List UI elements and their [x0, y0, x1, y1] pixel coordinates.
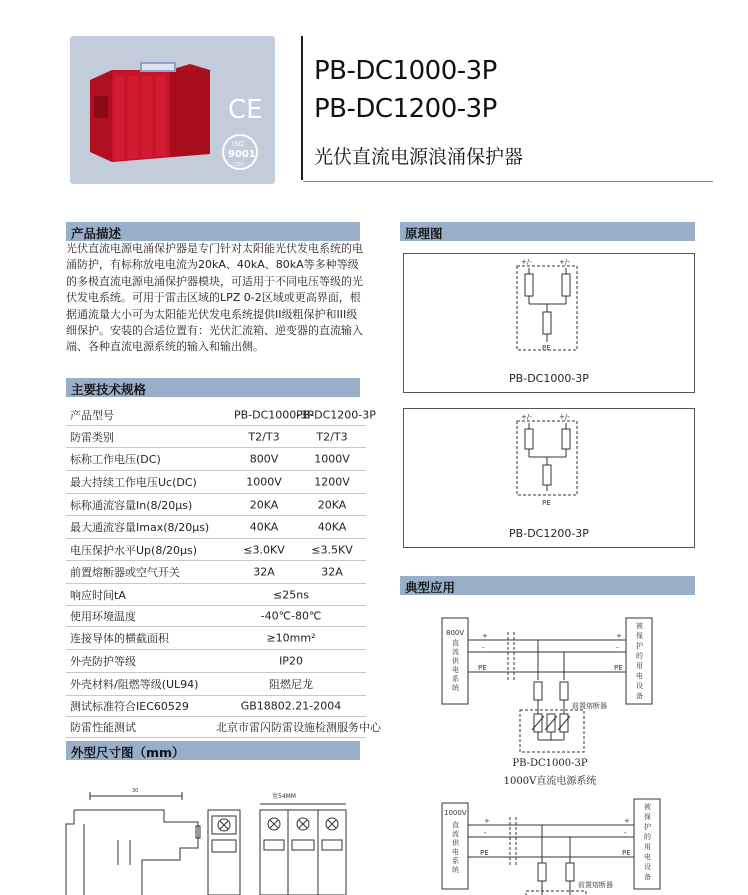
- spec-value-model-2: 20KA: [317, 498, 347, 511]
- spec-value-model-2: T2/T3: [316, 430, 348, 443]
- app1-source-voltage: 800V: [446, 629, 465, 637]
- spec-value-model-2: 1000V: [314, 452, 350, 466]
- app2-load-char: 设: [644, 863, 651, 871]
- product-photo: [70, 36, 275, 184]
- spec-name: 防雷类别: [70, 430, 114, 444]
- app1-source-char: 系: [452, 675, 459, 683]
- app1-load-char: 被: [636, 622, 643, 630]
- spec-row: [66, 627, 366, 650]
- spec-name: 电压保护水平Up(8/20μs): [70, 543, 198, 557]
- spec-value-model-2: 32A: [321, 565, 343, 579]
- principle-diagram-1: [403, 253, 695, 393]
- spec-name: 前置熔断器或空气开关: [70, 566, 180, 579]
- spec-name: 连接导体的横截面积: [70, 632, 169, 645]
- app1-source-char: 电: [452, 666, 459, 674]
- model-title-1: PB-DC1000-3P: [314, 56, 497, 86]
- app2-load-char: 保: [644, 813, 651, 821]
- spec-value: 阻燃尼龙: [269, 678, 313, 691]
- principle-label-2: PB-DC1200-3P: [509, 527, 589, 540]
- spec-table: [66, 404, 381, 738]
- spec-row: [66, 561, 366, 584]
- schematic-2-pos-right: +/-: [559, 413, 570, 421]
- description-text: 光伏直流电源电涌保护器是专门针对太阳能光伏发电系统的电涌防护，有标称放电电流为20kA、40kA、80kA等多种等级的多极直流电源电涌保护器模块，可适用于不同电压等级的光伏发电系统。可用于雷击区域的LPZ 0-2区域或更高界面，根据通流量大小可为太阳能光伏发电系统提供II级粗保护和III级细保护。安装的合适位置有：光伏汇流箱、逆变器的直流输入端、各种直流电源系统的输入和输出侧。: [66, 242, 363, 354]
- spec-row: [66, 404, 376, 426]
- app2-plus: +: [484, 817, 490, 825]
- spec-name: 产品型号: [70, 408, 114, 422]
- app2-source-char: 直: [452, 821, 459, 829]
- spec-value: ≥10mm²: [266, 631, 316, 645]
- schematic-2-pos-left: +/-: [521, 413, 532, 421]
- section-header-dimensions: 外型尺寸图（mm）: [66, 741, 360, 760]
- iso-badge-label: ISO: [232, 140, 245, 148]
- header-vertical-divider: [301, 36, 303, 180]
- spec-value: 北京市雷闪防雷设施检测服务中心: [216, 721, 381, 734]
- app1-plus-right: +: [616, 632, 622, 640]
- app2-source-char: 系: [452, 857, 459, 865]
- spec-value-model-1: 40KA: [249, 520, 279, 534]
- app1-minus: -: [482, 644, 485, 652]
- schematic-1-pe: PE: [542, 344, 551, 352]
- spec-value-model-1: 800V: [249, 452, 279, 466]
- app1-source-char: 直: [452, 639, 459, 647]
- spec-row: [66, 516, 366, 539]
- app2-load-char: 护: [644, 823, 651, 831]
- app2-minus: -: [484, 829, 487, 837]
- section-header-specs: 主要技术规格: [66, 378, 360, 397]
- app1-load-char: 用: [636, 662, 643, 670]
- spec-value-model-2: PB-DC1200-3P: [296, 408, 376, 421]
- model-title-2: PB-DC1200-3P: [314, 94, 497, 124]
- app2-source-char: 统: [452, 866, 459, 874]
- app2-fuse-label: 前置熔断器: [578, 881, 613, 889]
- iso-badge-number: 9001: [228, 149, 256, 160]
- section-header-principle: 原理图: [400, 222, 695, 241]
- spec-value-model-2: 1200V: [314, 475, 350, 489]
- spec-value-model-1: 20KA: [249, 498, 279, 511]
- app1-pe-right: PE: [614, 664, 623, 672]
- spec-row: [66, 717, 381, 738]
- dimension-value-30: 30: [132, 788, 139, 794]
- spec-value: ≤25ns: [273, 588, 309, 601]
- app1-source-char: 流: [452, 648, 459, 656]
- app2-source-voltage: 1000V: [444, 809, 467, 817]
- dimension-drawings: [60, 770, 370, 895]
- app1-load-char: 电: [636, 672, 643, 680]
- application-diagram-1: [430, 612, 670, 762]
- spec-row: [66, 650, 366, 673]
- app2-load-char: 电: [644, 853, 651, 861]
- principle-label-1: PB-DC1000-3P: [509, 372, 589, 385]
- spec-value-model-1: 1000V: [246, 475, 282, 489]
- app1-load-char: 设: [636, 682, 643, 690]
- width-label: 宽54MM: [272, 793, 296, 800]
- app2-pe-right: PE: [622, 849, 631, 857]
- spec-name: 外壳材料/阻燃等级(UL94): [70, 678, 199, 691]
- app1-caption-system: 1000V直流电源系统: [503, 776, 597, 787]
- schematic-1-pos-left: +/-: [521, 258, 532, 266]
- app1-load-char: 的: [636, 652, 643, 660]
- spec-row: [66, 606, 366, 627]
- header-horizontal-divider: [303, 181, 713, 182]
- app1-pe: PE: [478, 664, 487, 672]
- spec-row: [66, 494, 366, 516]
- spec-row: [66, 426, 366, 448]
- spec-row: [66, 448, 366, 471]
- schematic-2: [404, 409, 696, 519]
- app2-minus-right: -: [624, 829, 627, 837]
- spec-name: 测试标准符合IEC60529: [70, 700, 189, 713]
- spec-row: [66, 696, 366, 717]
- spec-name: 响应时间tA: [70, 588, 126, 602]
- app1-fuse-label: 前置熔断器: [572, 702, 607, 710]
- app1-source-char: 供: [452, 657, 459, 665]
- app2-load-char: 的: [644, 833, 651, 841]
- app1-load-char: 护: [636, 642, 643, 650]
- app1-load-char: 备: [636, 692, 643, 700]
- app2-load-char: 用: [644, 843, 651, 851]
- spec-name: 最大持续工作电压Uc(DC): [70, 476, 197, 489]
- spec-value: GB18802.21-2004: [240, 699, 342, 713]
- spec-name: 外壳防护等级: [70, 655, 136, 668]
- spec-value-model-2: 40KA: [317, 520, 347, 534]
- product-subtitle: 光伏直流电源浪涌保护器: [314, 146, 524, 168]
- spec-value: -40℃-80℃: [260, 609, 322, 623]
- app1-minus-right: -: [616, 644, 619, 652]
- app1-caption-model: PB-DC1000-3P: [512, 758, 588, 769]
- spec-name: 标称通流容量In(8/20μs): [70, 498, 193, 512]
- spec-name: 防雷性能测试: [70, 721, 136, 734]
- principle-diagram-2: [403, 408, 695, 548]
- spec-value-model-1: ≤3.0KV: [243, 543, 285, 556]
- application-diagram-2: [430, 795, 670, 895]
- app2-plus-right: +: [624, 817, 630, 825]
- coc-label: COC: [233, 162, 244, 168]
- spec-value-model-1: PB-DC1000-3P: [234, 408, 314, 421]
- schematic-2-pe: PE: [542, 499, 551, 507]
- app2-load-char: 备: [644, 873, 651, 881]
- app1-plus: +: [482, 632, 488, 640]
- app2-source-char: 供: [452, 839, 459, 847]
- spec-row: [66, 673, 366, 696]
- app1-source-char: 统: [452, 684, 459, 692]
- spec-name: 最大通流容量Imax(8/20μs): [70, 521, 210, 534]
- app2-load-char: 被: [644, 803, 651, 811]
- app2-source-char: 电: [452, 848, 459, 856]
- schematic-1-pos-right: +/-: [559, 258, 570, 266]
- spec-name: 使用环境温度: [70, 610, 136, 623]
- ce-mark: CE: [228, 95, 263, 125]
- spec-value: IP20: [279, 654, 303, 668]
- section-header-application: 典型应用: [400, 576, 695, 595]
- surge-protector-image: [70, 36, 275, 184]
- spec-row: [66, 471, 366, 494]
- spec-name: 标称工作电压(DC): [70, 453, 161, 466]
- app2-source-char: 流: [452, 830, 459, 838]
- section-header-description: 产品描述: [66, 222, 360, 241]
- spec-value-model-2: ≤3.5KV: [311, 543, 353, 556]
- app2-pe: PE: [480, 849, 489, 857]
- schematic-1: [404, 254, 696, 364]
- spec-value-model-1: T2/T3: [248, 430, 280, 443]
- spec-row: [66, 539, 366, 561]
- spec-row: [66, 584, 366, 606]
- spec-value-model-1: 32A: [253, 565, 275, 579]
- app1-load-char: 保: [636, 632, 643, 640]
